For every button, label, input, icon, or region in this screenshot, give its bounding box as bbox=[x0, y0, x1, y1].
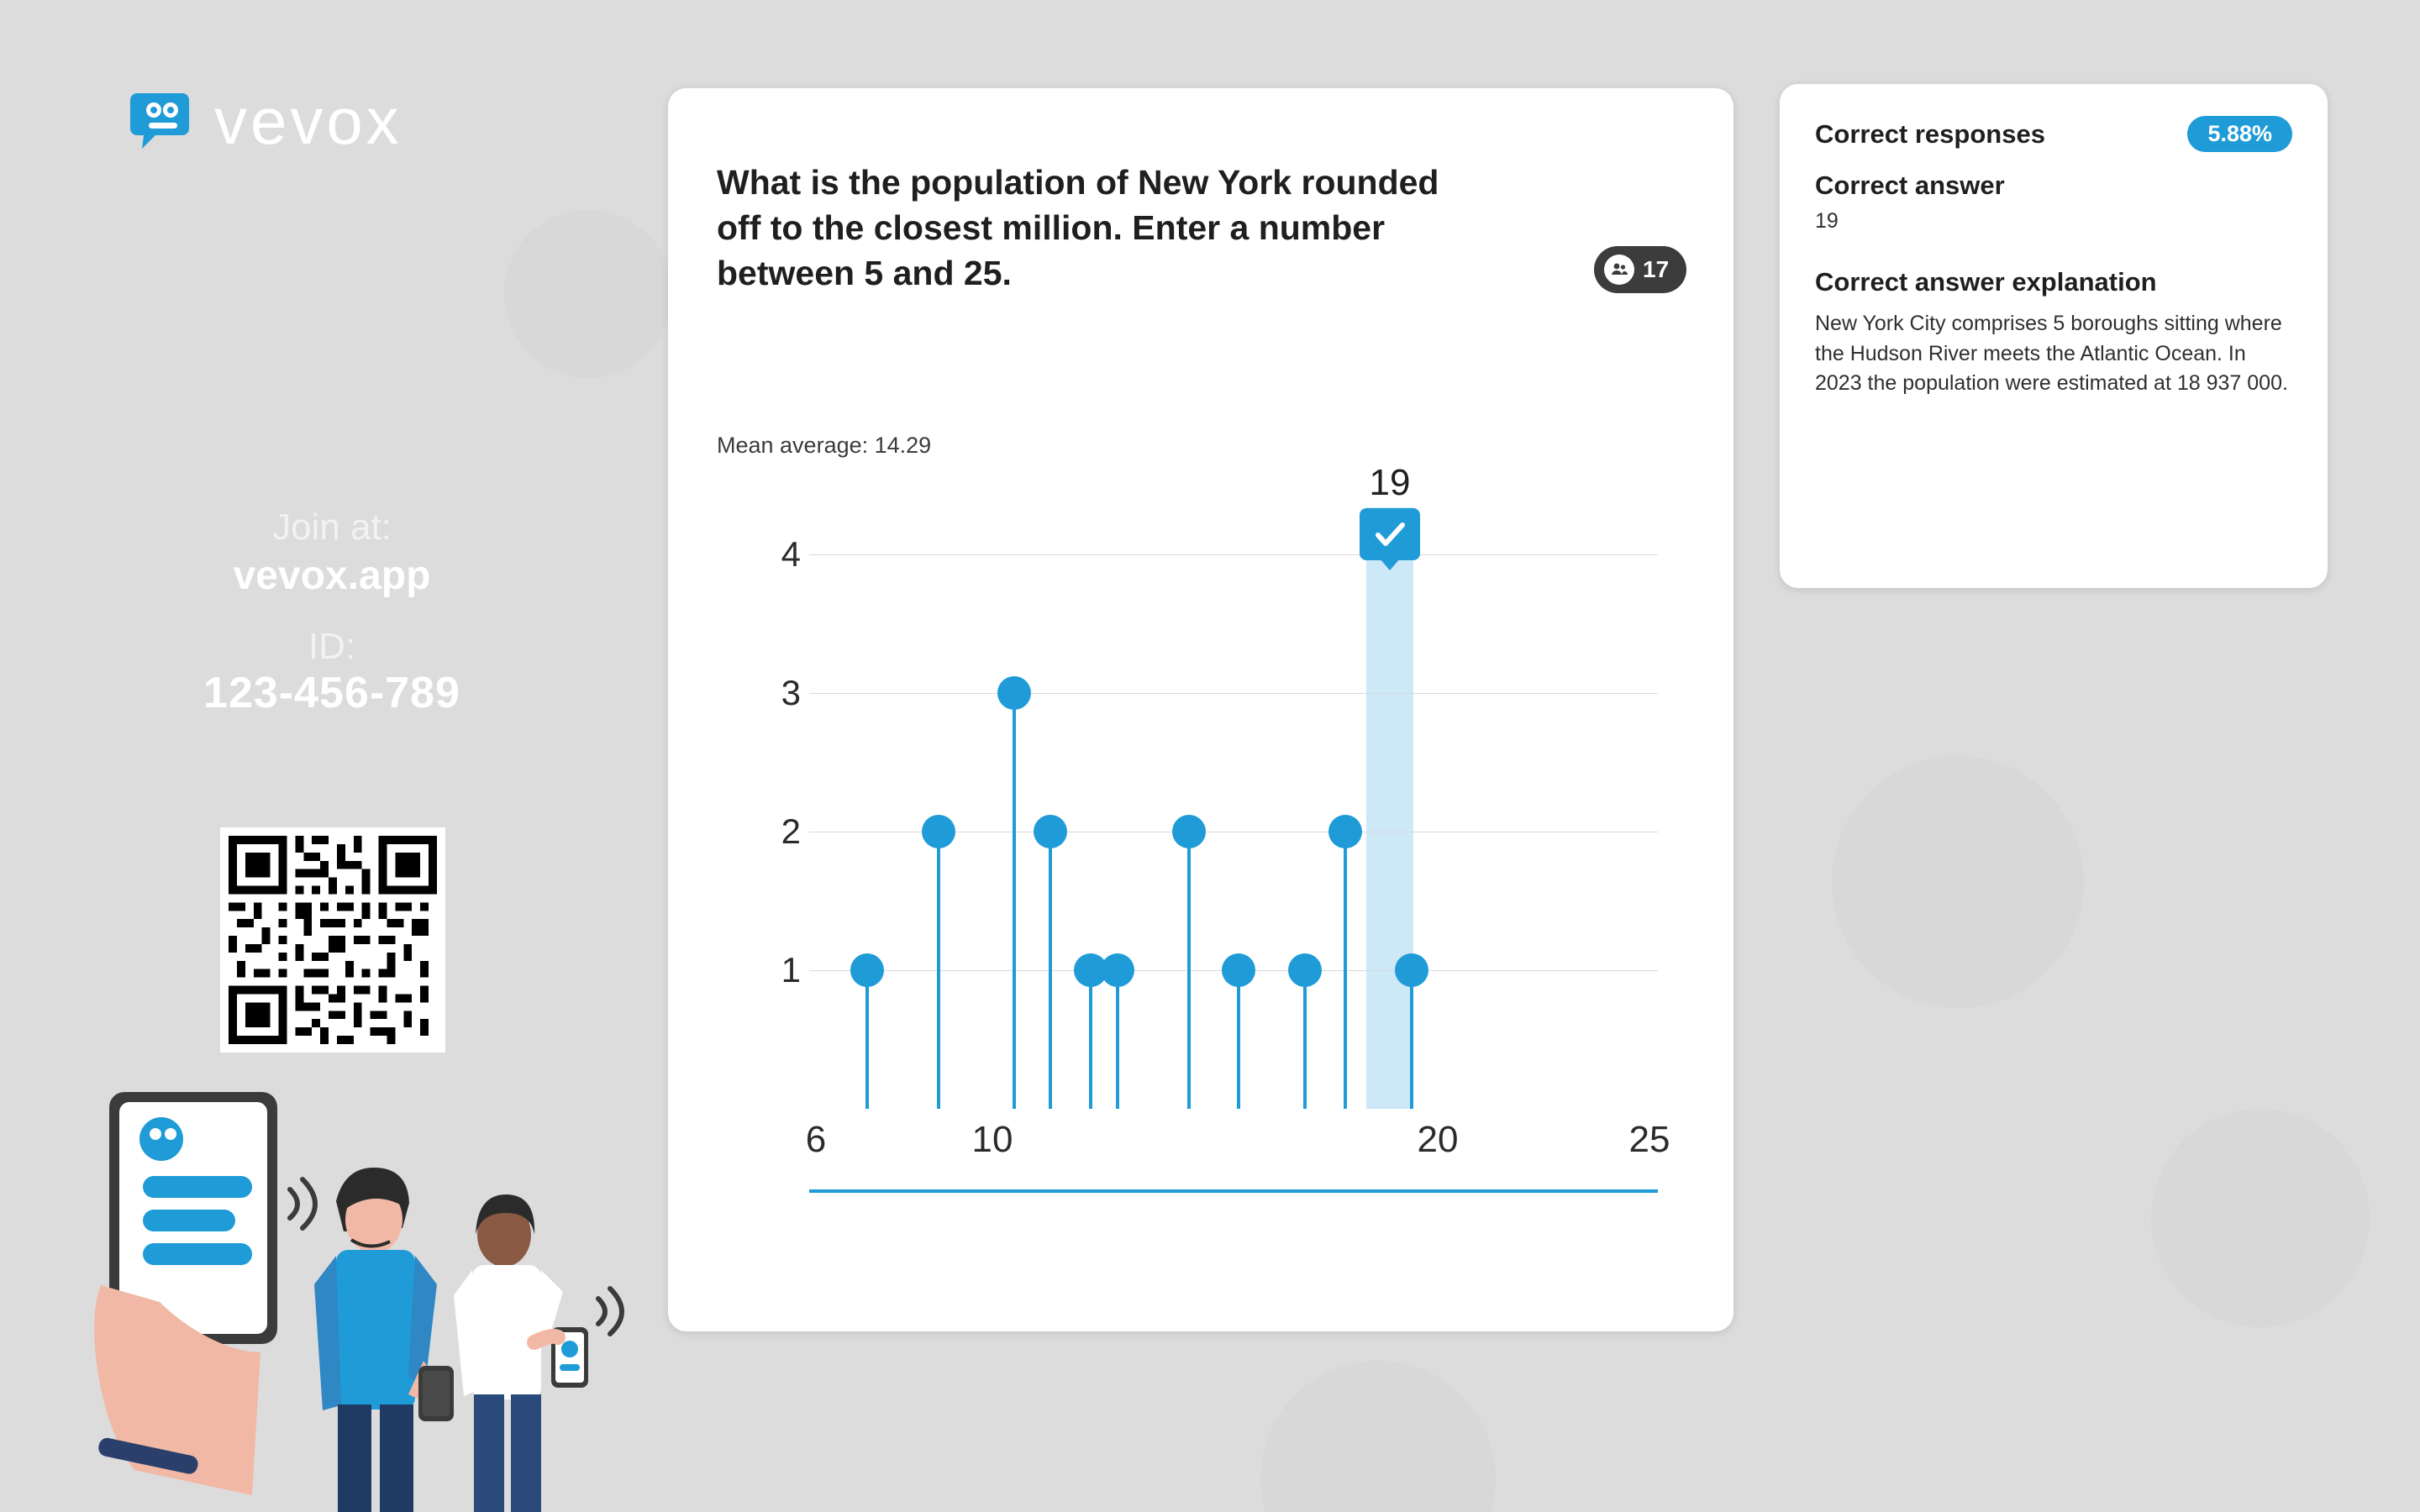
mean-average-label: Mean average: 14.29 bbox=[717, 433, 932, 458]
join-label: Join at: bbox=[272, 507, 392, 548]
stem bbox=[1410, 970, 1413, 1109]
stem bbox=[1013, 693, 1016, 1109]
join-info bbox=[0, 504, 664, 718]
brand-name: vevox bbox=[214, 84, 402, 158]
question-card bbox=[668, 88, 1733, 1331]
correct-answer-marker-value: 19 bbox=[1369, 462, 1411, 503]
data-point[interactable] bbox=[1172, 815, 1206, 848]
x-tick-label: 6 bbox=[805, 1119, 827, 1160]
data-point[interactable] bbox=[1395, 953, 1428, 987]
stem bbox=[1187, 832, 1191, 1109]
data-point[interactable] bbox=[1288, 953, 1322, 987]
y-tick-label: 2 bbox=[781, 811, 801, 851]
participant-count-badge bbox=[1594, 246, 1686, 293]
data-point[interactable] bbox=[1101, 953, 1134, 987]
y-tick-label: 3 bbox=[781, 673, 801, 712]
data-point[interactable] bbox=[1328, 815, 1362, 848]
correct-answer-marker bbox=[1360, 462, 1420, 560]
people-illustration bbox=[84, 1075, 689, 1512]
participant-count: 17 bbox=[1643, 256, 1670, 282]
stem bbox=[1303, 970, 1307, 1109]
correct-responses-row bbox=[1815, 116, 2292, 152]
correct-answer-label: Correct answer bbox=[1815, 171, 2005, 200]
question-title: What is the population of New York rounded off to the closest million. Enter a number between 5 and 25. bbox=[717, 163, 1439, 293]
background-decoration bbox=[1832, 756, 2084, 1008]
left-panel bbox=[0, 0, 664, 1512]
correct-responses-label: Correct responses bbox=[1815, 118, 2045, 149]
x-axis bbox=[809, 1189, 1658, 1193]
stem bbox=[1116, 970, 1119, 1109]
data-point[interactable] bbox=[922, 815, 955, 848]
check-icon bbox=[1360, 508, 1420, 560]
gridline-y3 bbox=[809, 693, 1658, 694]
background-decoration bbox=[2151, 1109, 2370, 1327]
stem bbox=[937, 832, 940, 1109]
session-id-value: 123-456-789 bbox=[203, 669, 460, 718]
stem bbox=[865, 970, 869, 1109]
x-tick-label: 25 bbox=[1628, 1119, 1670, 1160]
join-url: vevox.app bbox=[233, 554, 431, 598]
y-tick-label: 1 bbox=[781, 950, 801, 990]
x-tick-label: 20 bbox=[1417, 1119, 1459, 1160]
correct-answer-card bbox=[1780, 84, 2328, 588]
gridline-y4 bbox=[809, 554, 1658, 555]
vevox-speech-bubble-icon bbox=[130, 88, 196, 154]
stem bbox=[1089, 970, 1092, 1109]
brand-logo bbox=[130, 84, 402, 158]
x-tick-label: 10 bbox=[971, 1119, 1013, 1160]
data-point[interactable] bbox=[997, 676, 1031, 710]
response-distribution-chart bbox=[717, 462, 1691, 1268]
stem bbox=[1344, 832, 1347, 1109]
session-id-label: ID: bbox=[308, 626, 356, 668]
correct-answer-value: 19 bbox=[1815, 209, 1839, 233]
correct-responses-percentage: 5.88% bbox=[2187, 116, 2292, 152]
stem bbox=[1049, 832, 1052, 1109]
people-icon bbox=[1604, 255, 1634, 285]
explanation-label: Correct answer explanation bbox=[1815, 267, 2157, 297]
qr-code bbox=[220, 827, 445, 1053]
data-point[interactable] bbox=[1034, 815, 1067, 848]
chart-plot-area bbox=[781, 521, 1670, 1193]
data-point[interactable] bbox=[1222, 953, 1255, 987]
data-point[interactable] bbox=[850, 953, 884, 987]
y-tick-label: 4 bbox=[781, 534, 801, 574]
stem bbox=[1237, 970, 1240, 1109]
explanation-text: New York City comprises 5 boroughs sitting where the Hudson River meets the Atlantic Ocean. In 2023 the population were estimated at 18 937 000. bbox=[1815, 312, 2288, 395]
correct-answer-highlight-band bbox=[1366, 507, 1413, 1109]
background-decoration bbox=[1260, 1361, 1496, 1512]
